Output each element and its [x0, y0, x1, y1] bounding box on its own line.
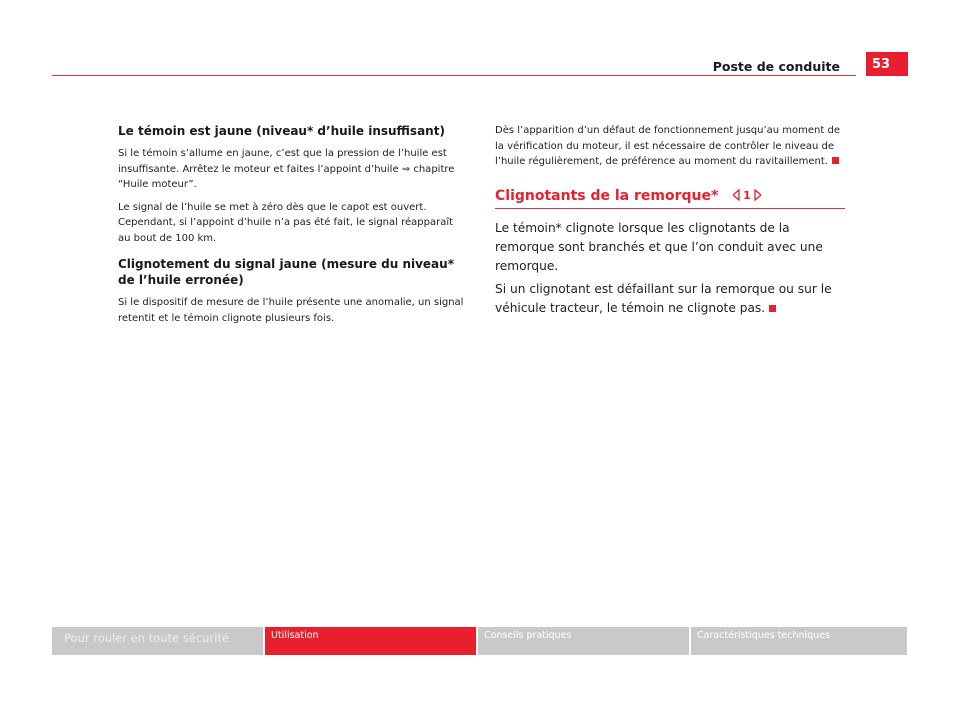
right-column — [495, 123, 845, 322]
reference-arrow-icon: ⇒ — [401, 163, 411, 175]
tab-practical-tips[interactable]: Conseils pratiques — [478, 627, 691, 655]
paragraph-oil-reset: Le signal de l’huile se met à zéro dès que le capot est ouvert. Cependant, si l’appoint d’huile n’a pas été fait, le signal réapparaît au bout de 100 km. — [118, 201, 454, 244]
left-column — [118, 123, 466, 333]
trailer-indicator-icon-label: 1 — [743, 188, 752, 202]
page-header-title: Poste de conduite — [712, 59, 840, 74]
paragraph-oil-check — [495, 123, 845, 170]
paragraph-oil-check-text: Dès l’apparition d’un défaut de fonctionnement jusqu’au moment de la vérification du moteur, il est nécessaire de contrôler le niveau de l’huile régulièrement, de préférence au moment du ravitaillement. — [495, 125, 840, 167]
header-rule — [52, 75, 856, 76]
paragraph-oil-low-text: Si le témoin s’allume en jaune, c’est que la pression de l’huile est insuffisante. Arrêtez le moteur et faites l’appoint d’huile — [118, 148, 447, 175]
heading-oil-low: Le témoin est jaune (niveau* d’huile insuffisant) — [118, 124, 445, 138]
paragraph-oil-low — [118, 146, 466, 193]
end-mark-icon — [769, 305, 776, 312]
section-title-trailer-indicators — [495, 188, 845, 209]
paragraph-oil-sensor-error: Si le dispositif de mesure de l’huile présente une anomalie, un signal retentit et le témoin clignote plusieurs fois. — [118, 297, 464, 324]
tab-usage[interactable]: Utilisation — [265, 627, 478, 655]
paragraph-trailer-blink: Le témoin* clignote lorsque les clignotants de la remorque sont branchés et que l’on conduit avec une remorque. — [495, 220, 823, 273]
heading-oil-sensor-error: Clignotement du signal jaune (mesure du niveau* de l’huile erronée) — [118, 257, 454, 287]
tab-technical-specs[interactable]: Caractéristiques techniques — [691, 627, 907, 655]
footer-tab-bar — [52, 627, 909, 655]
section-title-text: Clignotants de la remorque* — [495, 187, 719, 204]
page-number-badge: 53 — [866, 52, 908, 76]
tab-safety[interactable]: Pour rouler en toute sécurité — [52, 627, 265, 655]
trailer-indicator-icon — [733, 188, 761, 203]
paragraph-trailer-fault — [495, 280, 845, 318]
paragraph-trailer-fault-text: Si un clignotant est défaillant sur la remorque ou sur le véhicule tracteur, le témoin ne clignote pas. — [495, 281, 832, 315]
end-mark-icon — [832, 157, 839, 164]
paragraph-oil-low-ref[interactable]: chapitre “Huile moteur”. — [118, 163, 455, 190]
